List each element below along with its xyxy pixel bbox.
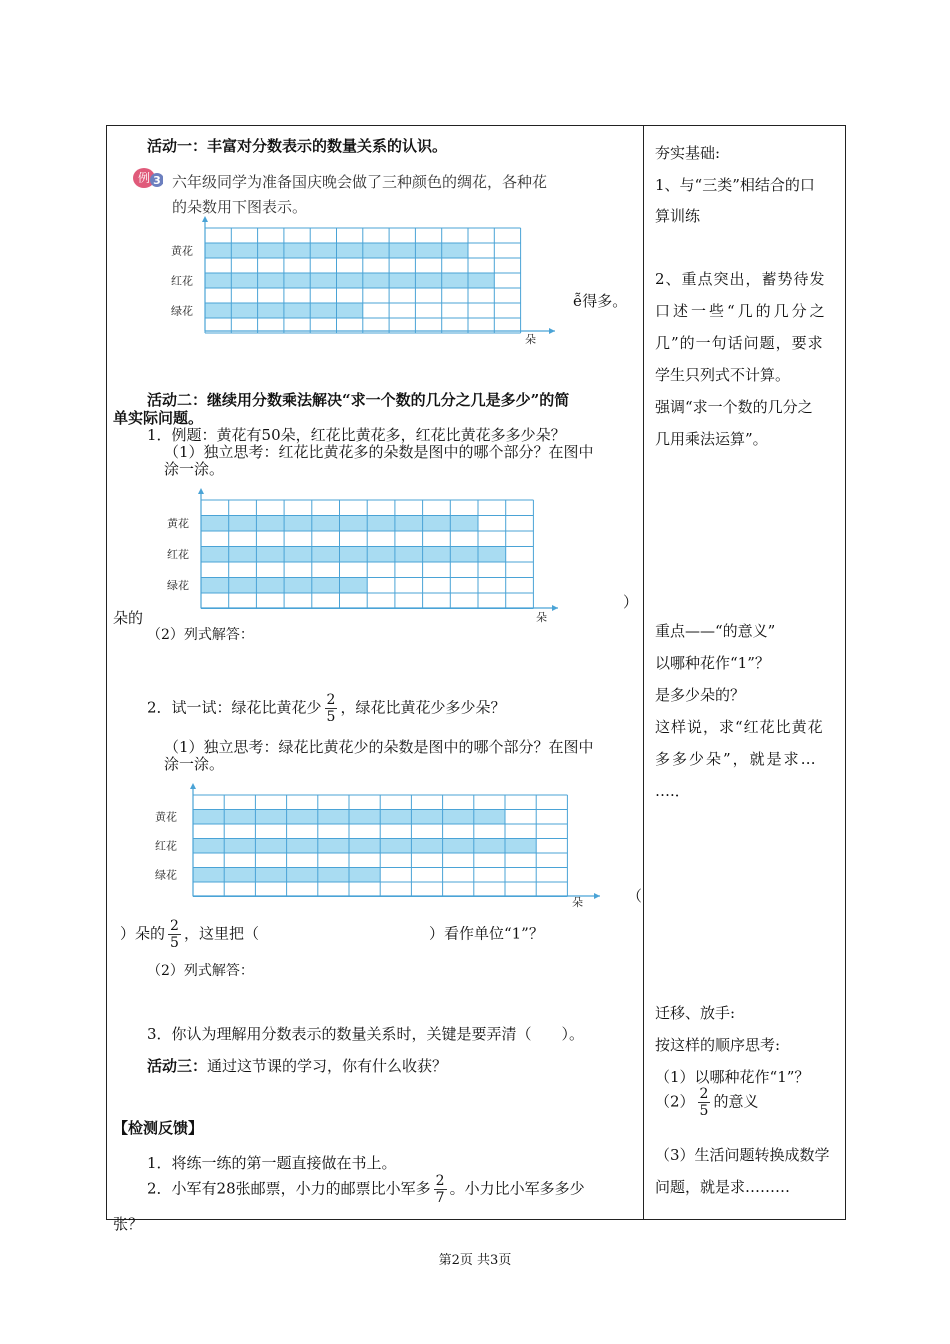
check-item-2-a: 2．小军有28张邮票，小力的邮票比小军多 <box>147 1179 431 1198</box>
q1-think-line1: （1）独立思考：红花比黄花多的朵数是图中的哪个部分？在图中 <box>164 443 594 461</box>
note-line-19-b: 的意义 <box>713 1092 759 1111</box>
note-line-4: 2、重点突出，蓄势待发 <box>655 270 826 288</box>
activity-three-text: 通过这节课的学习，你有什么收获？ <box>207 1057 448 1075</box>
note-line-21: 问题，就是求……… <box>655 1178 791 1196</box>
note-line-3: 算训练 <box>655 207 701 225</box>
fraction-numerator-b: 2 <box>170 918 179 934</box>
q2-fill-a: ）朵的 <box>120 924 166 943</box>
check-item-2 <box>147 1173 585 1206</box>
check-item-1: 1．将练一练的第一题直接做在书上。 <box>147 1154 397 1172</box>
unit-label: 朵 <box>572 896 583 909</box>
table-left-border <box>106 125 107 1220</box>
category-label-1: 黄花 <box>167 517 189 531</box>
category-label-2: 红花 <box>155 839 177 853</box>
note-line-14: 多多少朵”，就是求… <box>655 750 818 768</box>
fraction-2-5-b <box>168 918 181 951</box>
fraction-numerator: 2 <box>326 692 336 708</box>
category-label-2: 红花 <box>171 274 193 288</box>
table-top-border <box>106 125 846 126</box>
note-foundation-title: 夯实基础: <box>655 144 721 162</box>
note-line-19 <box>655 1086 758 1119</box>
note-line-11: 以哪种花作“1”？ <box>655 654 770 672</box>
partial-text-1: ễ得多。 <box>573 292 628 310</box>
bar-1 <box>193 810 505 825</box>
example-badge-number: 3 <box>153 174 161 187</box>
category-label-3: 绿花 <box>155 868 177 882</box>
q2-fill-line <box>120 918 544 951</box>
table-column-divider <box>643 125 644 1220</box>
note-line-6: 几”的一句话问题，要求 <box>655 334 824 352</box>
x-axis-arrow <box>549 328 555 334</box>
check-item-2-b: 。小力比小军多多少 <box>449 1179 585 1198</box>
activity-three <box>147 1055 447 1076</box>
check-item-2-c: 张？ <box>113 1215 144 1233</box>
category-label-2: 红花 <box>167 548 189 562</box>
category-label-1: 黄花 <box>171 244 193 258</box>
category-label-3: 绿花 <box>171 304 193 318</box>
note-key-point: 重点——“的意义” <box>655 622 776 640</box>
example-badge <box>133 167 163 189</box>
activity-one-title: 活动一：丰富对分数表示的数量关系的认识。 <box>147 137 448 155</box>
note-line-9: 几用乘法运算”。 <box>655 430 768 448</box>
table-right-border <box>845 125 846 1220</box>
question-3: 3．你认为理解用分数表示的数量关系时，关键是要弄清（ ）。 <box>147 1025 585 1043</box>
q1-fragment: 朵的 <box>113 609 144 627</box>
y-axis-arrow <box>198 488 204 494</box>
bar-2 <box>193 839 536 854</box>
note-line-19-a: （2） <box>655 1092 695 1111</box>
question-2-text-b: ，绿花比黄花少多少朵？ <box>340 698 506 717</box>
bar-1 <box>205 243 468 258</box>
fraction-denominator-b: 5 <box>170 935 179 951</box>
activity-two-title-line2: 单实际问题。 <box>113 409 204 427</box>
x-axis-arrow <box>594 893 600 899</box>
q2-fill-c: ）看作单位“1”？ <box>428 924 544 943</box>
note-line-15: ….． <box>655 782 690 800</box>
fraction-numerator-c: 2 <box>435 1173 445 1189</box>
q1-think-line2: 涂一涂。 <box>164 460 225 478</box>
bar-3 <box>205 303 363 318</box>
category-label-3: 绿花 <box>167 579 189 593</box>
note-line-2: 1、与“三类”相结合的口 <box>655 176 815 194</box>
q2-fill-b: ，这里把（ <box>183 924 259 943</box>
note-transfer-title: 迁移、放手: <box>655 1004 736 1022</box>
note-line-7: 学生只列式不计算。 <box>655 366 791 384</box>
fraction-2-5-c <box>698 1086 711 1119</box>
unit-label: 朵 <box>525 333 536 346</box>
note-line-20: （3）生活问题转换成数学 <box>655 1146 830 1164</box>
q1-paren: ） <box>623 593 639 611</box>
bar-3 <box>193 868 380 883</box>
fraction-numerator-d: 2 <box>699 1086 709 1102</box>
question-1: 1．例题：黄花有50朵，红花比黄花多，红花比黄花多多少朵？ <box>147 426 566 444</box>
bar-2 <box>205 273 494 288</box>
question-2 <box>147 692 505 725</box>
note-line-18: （1）以哪种花作“1”？ <box>655 1068 810 1086</box>
fraction-denominator-c: 7 <box>435 1190 445 1206</box>
check-feedback-title: 【检测反馈】 <box>113 1119 204 1137</box>
q2-think-line1: （1）独立思考：绿花比黄花少的朵数是图中的哪个部分？在图中 <box>164 738 594 756</box>
category-label-1: 黄花 <box>155 810 177 824</box>
example-badge-label: 例 <box>137 171 151 185</box>
fraction-2-7 <box>434 1173 447 1206</box>
fraction-2-5 <box>325 692 338 725</box>
bar-3 <box>201 578 367 594</box>
y-axis-arrow <box>190 783 196 789</box>
activity-two-title-line1: 活动二：继续用分数乘法解决“求一个数的几分之几是多少”的简 <box>147 391 570 409</box>
bar-1 <box>201 516 478 532</box>
q1-step2: （2）列式解答： <box>147 627 254 643</box>
bar-2 <box>201 547 506 563</box>
fraction-denominator: 5 <box>326 709 336 725</box>
note-line-5: 口述一些“几的几分之 <box>655 302 828 320</box>
fraction-denominator-d: 5 <box>699 1103 709 1119</box>
activity-three-title: 活动三： <box>147 1057 208 1075</box>
q2-think-line2: 涂一涂。 <box>164 755 225 773</box>
example-text-line2: 的朵数用下图表示。 <box>172 198 308 216</box>
unit-label: 朵 <box>536 611 547 624</box>
table-bottom-border <box>106 1219 846 1220</box>
q2-paren: （ <box>627 887 643 905</box>
note-line-13: 这样说，求“红花比黄花 <box>655 718 824 736</box>
note-line-12: 是多少朵的？ <box>655 686 746 704</box>
page-footer: 第2页 共3页 <box>438 1253 512 1268</box>
note-line-8: 强调“求一个数的几分之 <box>655 398 813 416</box>
q2-step2: （2）列式解答： <box>147 963 254 979</box>
question-2-text-a: 2．试一试：绿花比黄花少 <box>147 698 322 717</box>
x-axis-arrow <box>552 605 558 611</box>
note-line-17: 按这样的顺序思考: <box>655 1036 781 1054</box>
example-text-line1: 六年级同学为准备国庆晚会做了三种颜色的绸花，各种花 <box>172 173 548 191</box>
